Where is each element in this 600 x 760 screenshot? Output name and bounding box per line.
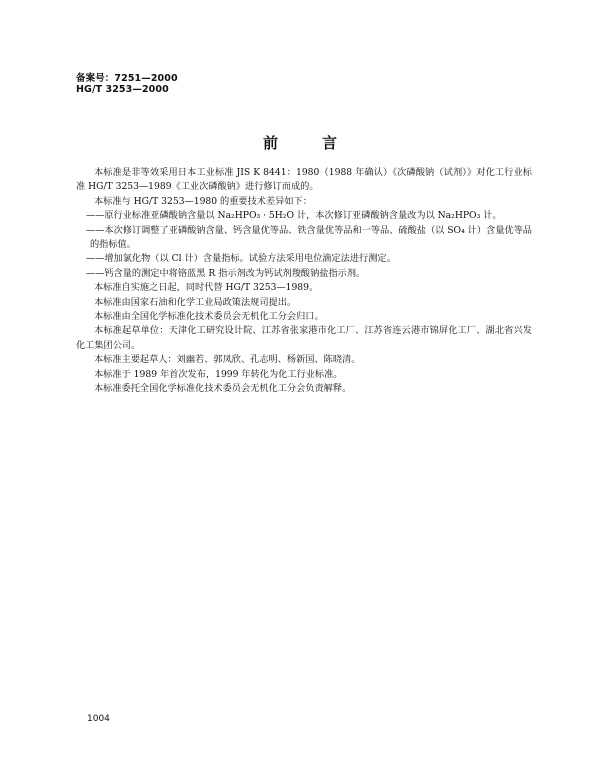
paragraph-difference-4: ——钙含量的测定中将铬蓝黑 R 指示剂改为钙试剂羧酸钠盐指示剂。: [86, 267, 366, 279]
paragraph-difference-1: ——原行业标准亚磷酸钠含量以 Na₂HPO₃ · 5H₂O 计，本次修订亚磷酸钠含量改为以 Na₂HPO₃ 计。: [86, 210, 502, 222]
paragraph-drafters: 本标准主要起草人：刘幽若、郭凤欣、孔志明、杨新国、陈晓清。: [94, 354, 361, 366]
record-number: 备案号：7251—2000: [76, 73, 178, 84]
paragraph-difference-2: ——本次修订调整了亚磷酸钠含量、钙含量优等品、铁含量优等品和一等品、硫酸盐（以 SO₄ 计）含量优等品的指标值。: [86, 224, 532, 251]
paragraph-replaces: 本标准自实施之日起，同时代替 HG/T 3253—1989。: [94, 282, 319, 294]
paragraph-differences-intro: 本标准与 HG/T 3253—1980 的重要技术差异如下：: [94, 195, 312, 207]
foreword-body: [76, 166, 532, 397]
paragraph-history: 本标准于 1989 年首次发布，1999 年转化为化工行业标准。: [94, 368, 343, 380]
paragraph-proposed-by: 本标准由国家石油和化学工业局政策法规司提出。: [94, 296, 297, 308]
standard-number: HG/T 3253—2000: [76, 84, 169, 95]
paragraph-difference-3: ——增加氯化物（以 Cl 计）含量指标。试验方法采用电位滴定法进行测定。: [86, 253, 396, 265]
paragraph-drafting-units: 本标准起草单位：天津化工研究设计院、江苏省张家港市化工厂、江苏省连云港市锦屏化工厂、湖北省兴发化工集团公司。: [76, 325, 532, 351]
page-title: 前言: [262, 134, 381, 152]
paragraph-centralized-by: 本标准由全国化学标准化技术委员会无机化工分会归口。: [94, 311, 324, 323]
paragraph-adoption: 本标准是非等效采用日本工业标准 JIS K 8441：1980（1988 年确认）《次磷酸钠（试剂）》对化工行业标准 HG/T 3253—1989《工业次磷酸钠》进行修订而成的。: [76, 167, 532, 193]
page-number: 1004: [87, 714, 110, 724]
paragraph-interpretation: 本标准委托全国化学标准化技术委员会无机化工分会负责解释。: [94, 383, 352, 395]
